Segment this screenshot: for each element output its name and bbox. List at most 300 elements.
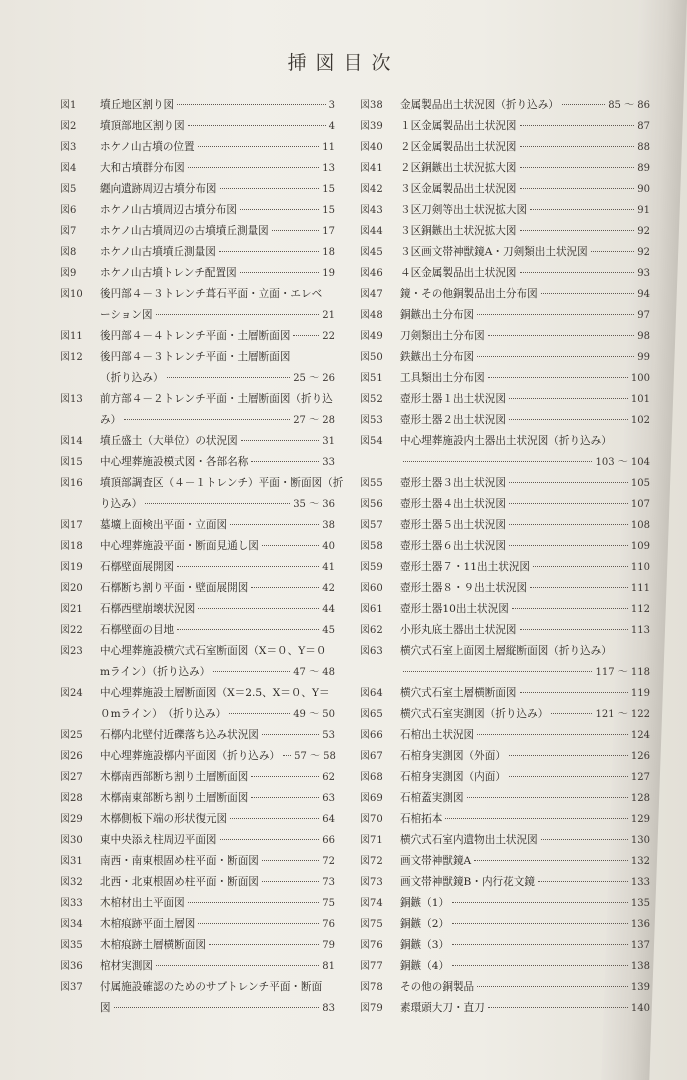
leader-dots	[477, 986, 628, 987]
figure-caption: 墓壙上面検出平面・立面図	[100, 519, 228, 531]
toc-entry	[60, 830, 335, 851]
figure-caption: 石槨壁面の目地	[100, 624, 175, 636]
page-number: 17	[322, 226, 335, 237]
leader-dots	[241, 440, 320, 441]
figure-caption: ホケノ山古墳周辺古墳分布図	[100, 204, 237, 216]
page-number: 62	[322, 772, 335, 783]
page-number: 21	[322, 310, 335, 321]
toc-entry	[360, 767, 650, 788]
leader-dots	[477, 356, 634, 357]
page-number: 121 ～ 122	[595, 709, 650, 720]
figure-number: 図72	[360, 856, 383, 867]
page-number: 79	[322, 940, 335, 951]
page-number: 81	[322, 961, 335, 972]
page-number: 127	[630, 772, 650, 783]
figure-number: 図71	[360, 835, 383, 846]
toc-entry	[60, 200, 335, 221]
figure-number: 図25	[60, 730, 83, 741]
figure-caption: 壺形土器２出土状況図	[400, 414, 506, 426]
figure-caption: 後円部４－３トレンチ葺石平面・立面・エレベ	[100, 288, 323, 300]
figure-caption: 木棺材出土平面図	[100, 897, 185, 909]
figure-number: 図57	[360, 520, 383, 531]
figure-number: 図29	[60, 814, 83, 825]
page-number: 92	[637, 226, 650, 237]
toc-entry	[60, 473, 344, 515]
page-number: 3	[328, 100, 335, 111]
figure-caption: 銅鏃（4）	[400, 960, 450, 972]
leader-dots	[124, 419, 290, 420]
figure-list-right	[360, 95, 650, 1019]
leader-dots	[188, 902, 320, 903]
page-number: 45	[322, 625, 335, 636]
toc-entry	[360, 242, 650, 263]
figure-number: 図5	[60, 184, 77, 195]
figure-number: 図41	[360, 163, 383, 174]
figure-number: 図70	[360, 814, 383, 825]
toc-entry	[60, 872, 335, 893]
toc-entry	[360, 326, 650, 347]
figure-caption: ４区金属製品出土状況図	[400, 267, 517, 279]
figure-caption: 壺形土器８・９出土状況図	[400, 582, 528, 594]
figure-caption: １区金属製品出土状況図	[400, 120, 517, 132]
figure-number: 図7	[60, 226, 77, 237]
figure-caption: 中心埋葬施設土層断面図（X＝2.5、X＝０、Y＝	[100, 687, 330, 699]
figure-caption: 刀剣類出土分布図	[400, 330, 485, 342]
figure-caption: 石棺身実測図（外面）	[400, 750, 506, 762]
leader-dots	[512, 608, 628, 609]
figure-caption: 工具類出土分布図	[400, 372, 485, 384]
page-number: 85 ～ 86	[608, 100, 650, 111]
figure-number: 図48	[360, 310, 383, 321]
page-number: 63	[322, 793, 335, 804]
leader-dots	[509, 419, 628, 420]
figure-caption: その他の銅製品	[400, 981, 475, 993]
figure-caption: 墳丘盛土（大単位）の状況図	[100, 435, 238, 447]
page-number: 92	[637, 247, 650, 258]
toc-entry	[360, 599, 650, 620]
figure-caption: 中心埋葬施設槨内平面図（折り込み）	[100, 750, 281, 762]
figure-caption: 壺形土器６出土状況図	[400, 540, 506, 552]
figure-number: 図13	[60, 394, 83, 405]
toc-entry	[360, 998, 650, 1019]
page-number: 33	[322, 457, 335, 468]
page-number: 138	[630, 961, 650, 972]
leader-dots	[488, 377, 628, 378]
figure-caption: 中心埋葬施設模式図・各部名称	[100, 456, 249, 468]
toc-entry	[60, 641, 335, 683]
leader-dots	[156, 965, 319, 966]
leader-dots	[477, 314, 634, 315]
leader-dots	[198, 608, 319, 609]
page-number: 129	[630, 814, 650, 825]
figure-caption: 横穴式石室土層横断面図	[400, 687, 517, 699]
page-number: 98	[637, 331, 650, 342]
figure-number: 図61	[360, 604, 383, 615]
figure-number: 図62	[360, 625, 383, 636]
toc-entry	[360, 347, 650, 368]
leader-dots	[198, 923, 319, 924]
toc-entry	[60, 242, 335, 263]
leader-dots	[541, 293, 635, 294]
figure-caption: ３区銅鏃出土状況拡大図	[400, 225, 517, 237]
figure-number: 図44	[360, 226, 383, 237]
leader-dots	[509, 545, 628, 546]
figure-number: 図33	[60, 898, 83, 909]
page-number: 41	[322, 562, 335, 573]
leader-dots	[251, 797, 319, 798]
figure-number: 図60	[360, 583, 383, 594]
leader-dots	[403, 461, 592, 462]
figure-number: 図8	[60, 247, 77, 258]
figure-number: 図27	[60, 772, 83, 783]
page-number: 124	[630, 730, 650, 741]
toc-entry	[60, 452, 335, 473]
page-number: 97	[637, 310, 650, 321]
figure-caption: 壺形土器３出土状況図	[400, 477, 506, 489]
toc-entry	[60, 137, 335, 158]
page-number: 101	[630, 394, 650, 405]
toc-entry	[360, 788, 650, 809]
figure-caption: 小形丸底土器出土状況図	[400, 624, 517, 636]
figure-caption: 東中央添え柱周辺平面図	[100, 834, 217, 846]
page-number: 91	[637, 205, 650, 216]
leader-dots	[474, 860, 628, 861]
leader-dots	[403, 671, 592, 672]
leader-dots	[213, 671, 290, 672]
figure-caption: 壺形土器10出土状況図	[400, 603, 509, 615]
page-number: 102	[630, 415, 650, 426]
figure-number: 図68	[360, 772, 383, 783]
figure-number: 図19	[60, 562, 83, 573]
leader-dots	[520, 167, 635, 168]
page-title: 挿図目次	[287, 52, 400, 74]
leader-dots	[251, 461, 319, 462]
page-number: 132	[630, 856, 650, 867]
page-number: 4	[328, 121, 335, 132]
page-number: 73	[322, 877, 335, 888]
toc-entry	[360, 200, 650, 221]
page-number: 25 ～ 26	[293, 373, 335, 384]
figure-caption: ホケノ山古墳トレンチ配置図	[100, 267, 237, 279]
leader-dots	[145, 503, 290, 504]
leader-dots	[220, 839, 320, 840]
figure-number: 図35	[60, 940, 83, 951]
toc-entry	[360, 620, 650, 641]
figure-number: 図1	[60, 100, 77, 111]
toc-entry	[60, 179, 335, 200]
page-number: 139	[630, 982, 650, 993]
page-number: 11	[322, 142, 335, 153]
leader-dots	[520, 125, 635, 126]
figure-caption: 画文帯神獣鏡A	[400, 855, 472, 867]
page-number: 93	[637, 268, 650, 279]
page-number: 47 ～ 48	[293, 667, 335, 678]
figure-caption: り込み）	[100, 498, 143, 510]
leader-dots	[452, 902, 628, 903]
leader-dots	[530, 587, 628, 588]
toc-entry	[60, 788, 335, 809]
toc-entry	[360, 914, 650, 935]
toc-entry	[60, 263, 335, 284]
toc-entry	[360, 893, 650, 914]
figure-caption: 北西・北東根固め柱平面・断面図	[100, 876, 259, 888]
figure-number: 図67	[360, 751, 383, 762]
leader-dots	[538, 881, 628, 882]
leader-dots	[188, 125, 326, 126]
figure-number: 図49	[360, 331, 383, 342]
toc-entry	[60, 116, 335, 137]
leader-dots	[541, 839, 628, 840]
page-number: 112	[630, 604, 650, 615]
toc-entry	[360, 851, 650, 872]
leader-dots	[452, 923, 628, 924]
toc-entry	[360, 389, 650, 410]
leader-dots	[509, 398, 628, 399]
leader-dots	[230, 524, 319, 525]
leader-dots	[156, 314, 320, 315]
figure-caption: 大和古墳群分布図	[100, 162, 185, 174]
figure-number: 図30	[60, 835, 83, 846]
figure-caption: ーション図	[100, 309, 153, 321]
leader-dots	[229, 713, 290, 714]
figure-number: 図39	[360, 121, 383, 132]
figure-caption: 鏡・その他銅製品出土分布図	[400, 288, 538, 300]
leader-dots	[477, 734, 628, 735]
page-number: 76	[322, 919, 335, 930]
page-number: 135	[630, 898, 650, 909]
figure-caption: ０mライン） （折り込み）	[100, 708, 227, 720]
toc-entry	[60, 95, 335, 116]
toc-entry	[360, 179, 650, 200]
page-number: 140	[630, 1003, 650, 1014]
figure-caption: 後円部４－３トレンチ平面・土層断面図	[100, 351, 291, 363]
toc-entry	[360, 935, 650, 956]
figure-caption: 南西・南東根固め柱平面・断面図	[100, 855, 259, 867]
page-number: 31	[322, 436, 335, 447]
figure-caption: 壺形土器７・11出土状況図	[400, 561, 531, 573]
figure-caption: 銅鏃（3）	[400, 939, 450, 951]
leader-dots	[520, 629, 628, 630]
page-number: 111	[630, 583, 650, 594]
toc-entry	[360, 956, 650, 977]
page-number: 66	[322, 835, 335, 846]
figure-caption: 付属施設確認のためのサブトレンチ平面・断面	[100, 981, 323, 993]
figure-number: 図50	[360, 352, 383, 363]
leader-dots	[591, 251, 635, 252]
page-number: 119	[630, 688, 650, 699]
figure-caption: 棺材実測図	[100, 960, 153, 972]
toc-entry	[60, 536, 335, 557]
figure-caption: 墳頂部地区割り図	[100, 120, 185, 132]
figure-number: 図76	[360, 940, 383, 951]
figure-caption: 石槨断ち割り平面・壁面展開図	[100, 582, 249, 594]
figure-caption: 木槨側板下端の形状復元図	[100, 813, 228, 825]
figure-caption: 墳丘地区割り図	[100, 99, 175, 111]
toc-entry	[360, 305, 650, 326]
figure-caption: 墳頂部調査区（４－１トレンチ）平面・断面図（折	[100, 477, 344, 489]
leader-dots	[509, 503, 628, 504]
figure-caption: ３区金属製品出土状況図	[400, 183, 517, 195]
figure-caption: 石棺出土状況図	[400, 729, 475, 741]
toc-entry	[60, 767, 335, 788]
toc-entry	[360, 494, 650, 515]
figure-caption: 木槨南東部断ち割り土層断面図	[100, 792, 249, 804]
page-number: 87	[637, 121, 650, 132]
figure-caption: 中心埋葬施設平面・断面見通し図	[100, 540, 259, 552]
figure-caption: 銅鏃出土分布図	[400, 309, 475, 321]
figure-number: 図11	[60, 331, 83, 342]
page-number: 72	[322, 856, 335, 867]
toc-entry	[360, 809, 650, 830]
figure-caption: mライン）（折り込み）	[100, 666, 211, 678]
figure-caption: ３区画文帯神獣鏡A・刀剣類出土状況図	[400, 246, 588, 258]
figure-caption: ３区刀剣等出土状況拡大図	[400, 204, 528, 216]
toc-entry	[360, 221, 650, 242]
figure-caption: ホケノ山古墳の位置	[100, 141, 195, 153]
leader-dots	[272, 230, 320, 231]
figure-caption: 銅鏃（1）	[400, 897, 450, 909]
leader-dots	[520, 188, 635, 189]
figure-number: 図64	[360, 688, 383, 699]
page-number: 105	[630, 478, 650, 489]
figure-caption: 石棺拓本	[400, 813, 443, 825]
leader-dots	[177, 566, 319, 567]
page-number: 128	[630, 793, 650, 804]
figure-caption: 横穴式石室上面図土層縦断面図（折り込み）	[400, 645, 612, 657]
figure-caption: 木槨南西部断ち割り土層断面図	[100, 771, 249, 783]
figure-number: 図26	[60, 751, 83, 762]
leader-dots	[509, 755, 628, 756]
figure-number: 図63	[360, 646, 383, 657]
toc-entry	[60, 935, 335, 956]
figure-number: 図69	[360, 793, 383, 804]
page-number: 130	[630, 835, 650, 846]
toc-entry	[60, 893, 335, 914]
toc-entry	[60, 515, 335, 536]
page-number: 109	[630, 541, 650, 552]
figure-number: 図47	[360, 289, 383, 300]
toc-entry	[360, 683, 650, 704]
toc-entry	[60, 158, 335, 179]
page-number: 107	[630, 499, 650, 510]
figure-number: 図56	[360, 499, 383, 510]
leader-dots	[177, 629, 319, 630]
figure-number: 図9	[60, 268, 77, 279]
toc-entry	[60, 578, 335, 599]
figure-caption: 画文帯神獣鏡B・内行花文鏡	[400, 876, 535, 888]
toc-entry	[60, 599, 335, 620]
toc-entry	[360, 515, 650, 536]
leader-dots	[533, 566, 628, 567]
page-number: 40	[322, 541, 335, 552]
toc-entry	[60, 620, 335, 641]
figure-number: 図78	[360, 982, 383, 993]
toc-entry	[360, 95, 650, 116]
page-number: 88	[637, 142, 650, 153]
figure-number: 図16	[60, 478, 83, 489]
toc-entry	[360, 704, 650, 725]
figure-caption: 横穴式石室内遺物出土状況図	[400, 834, 538, 846]
figure-number: 図42	[360, 184, 383, 195]
figure-caption: 木棺痕跡平面土層図	[100, 918, 196, 930]
figure-number: 図28	[60, 793, 83, 804]
leader-dots	[488, 335, 635, 336]
figure-number: 図21	[60, 604, 83, 615]
figure-number: 図20	[60, 583, 83, 594]
leader-dots	[445, 818, 628, 819]
figure-caption: 石槨壁面展開図	[100, 561, 175, 573]
figure-number: 図37	[60, 982, 83, 993]
page-number: 113	[630, 625, 650, 636]
figure-caption: 横穴式石室実測図（折り込み）	[400, 708, 549, 720]
leader-dots	[114, 1007, 320, 1008]
page-number: 126	[630, 751, 650, 762]
toc-entry	[360, 137, 650, 158]
figure-caption: 中心埋葬施設横穴式石室断面図（X＝０、Y＝０	[100, 645, 327, 657]
figure-number: 図2	[60, 121, 77, 132]
figure-number: 図32	[60, 877, 83, 888]
leader-dots	[188, 167, 320, 168]
leader-dots	[551, 713, 592, 714]
toc-entry	[360, 158, 650, 179]
figure-number: 図15	[60, 457, 83, 468]
page-number: 99	[637, 352, 650, 363]
figure-caption: 図	[100, 1002, 111, 1014]
figure-caption: 金属製品出土状況図（折り込み）	[400, 99, 559, 111]
figure-caption: ホケノ山古墳周辺の古墳墳丘測量図	[100, 225, 269, 237]
toc-entry	[360, 872, 650, 893]
leader-dots	[167, 377, 291, 378]
page-number: 19	[322, 268, 335, 279]
page-number: 94	[637, 289, 650, 300]
leader-dots	[488, 1007, 628, 1008]
figure-caption: ２区銅鏃出土状況拡大図	[400, 162, 517, 174]
figure-caption: 壺形土器１出土状況図	[400, 393, 506, 405]
figure-number: 図24	[60, 688, 83, 699]
page-number: 137	[630, 940, 650, 951]
leader-dots	[177, 104, 325, 105]
page-number: 42	[322, 583, 335, 594]
figure-number: 図12	[60, 352, 83, 363]
leader-dots	[562, 104, 605, 105]
leader-dots	[530, 209, 634, 210]
leader-dots	[283, 755, 291, 756]
figure-number: 図53	[360, 415, 383, 426]
page-number: 15	[322, 205, 335, 216]
figure-number: 図36	[60, 961, 83, 972]
page-number: 22	[322, 331, 335, 342]
leader-dots	[520, 272, 635, 273]
figure-caption: 中心埋葬施設内土器出土状況図（折り込み）	[400, 435, 612, 447]
page-number: 136	[630, 919, 650, 930]
figure-caption: ２区金属製品出土状況図	[400, 141, 517, 153]
page-number: 103 ～ 104	[595, 457, 650, 468]
toc-entry	[60, 431, 335, 452]
toc-entry	[60, 746, 335, 767]
figure-caption: み）	[100, 414, 122, 426]
toc-entry	[60, 914, 335, 935]
figure-caption: 前方部４－２トレンチ平面・土層断面図（折り込	[100, 393, 333, 405]
page-number: 27 ～ 28	[293, 415, 335, 426]
toc-entry	[60, 284, 335, 326]
figure-number: 図66	[360, 730, 383, 741]
toc-entry	[360, 284, 650, 305]
figure-number: 図55	[360, 478, 383, 489]
page-number: 89	[637, 163, 650, 174]
toc-entry	[360, 641, 650, 683]
figure-number: 図34	[60, 919, 83, 930]
page-number: 64	[322, 814, 335, 825]
